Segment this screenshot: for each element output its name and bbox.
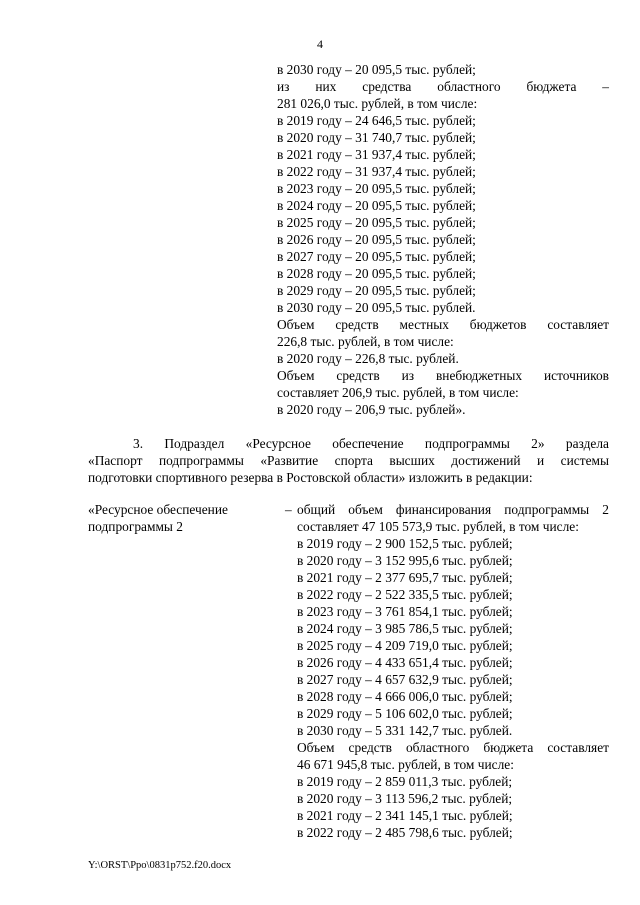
text-line: составляет 206,9 тыс. рублей, в том числе: — [277, 385, 519, 400]
text-line: в 2020 году – 31 740,7 тыс. рублей; — [277, 130, 476, 145]
text-line: в 2024 году – 3 985 786,5 тыс. рублей; — [297, 621, 513, 636]
text-line: в 2019 году – 24 646,5 тыс. рублей; — [277, 113, 476, 128]
text-line: в 2025 году – 4 209 719,0 тыс. рублей; — [297, 638, 513, 653]
text-line: в 2021 году – 2 377 695,7 тыс. рублей; — [297, 570, 513, 585]
text-line: 281 026,0 тыс. рублей, в том числе: — [277, 96, 478, 111]
text-line: в 2029 году – 20 095,5 тыс. рублей; — [277, 283, 476, 298]
text-line: в 2022 году – 31 937,4 тыс. рублей; — [277, 164, 476, 179]
text-line: в 2019 году – 2 900 152,5 тыс. рублей; — [297, 536, 513, 551]
text-line: в 2023 году – 20 095,5 тыс. рублей; — [277, 181, 476, 196]
text-line: в 2019 году – 2 859 011,3 тыс. рублей; — [297, 774, 513, 789]
text-line: в 2028 году – 4 666 006,0 тыс. рублей; — [297, 689, 513, 704]
text-line: в 2022 году – 2 485 798,6 тыс. рублей; — [297, 825, 513, 840]
text-line: в 2020 году – 226,8 тыс. рублей. — [277, 351, 459, 366]
text-line: в 2021 году – 31 937,4 тыс. рублей; — [277, 147, 476, 162]
text-line: Объем средств областного бюджета составляет — [297, 740, 609, 755]
table-label-line: «Ресурсное обеспечение — [88, 502, 228, 517]
text-line: в 2030 году – 20 095,5 тыс. рублей. — [277, 300, 476, 315]
text-line: в 2025 году – 20 095,5 тыс. рублей; — [277, 215, 476, 230]
text-line: в 2030 году – 20 095,5 тыс. рублей; — [277, 62, 476, 77]
text-line: общий объем финансирования подпрограммы 2 — [297, 502, 609, 517]
page-number: 4 — [317, 37, 323, 51]
text-line: в 2024 году – 20 095,5 тыс. рублей; — [277, 198, 476, 213]
paragraph-line: 3. Подраздел «Ресурсное обеспечение подпрограммы 2» раздела — [133, 436, 609, 451]
text-line: в 2020 году – 3 113 596,2 тыс. рублей; — [297, 791, 513, 806]
text-line: в 2022 году – 2 522 335,5 тыс. рублей; — [297, 587, 513, 602]
text-line: в 2030 году – 5 331 142,7 тыс. рублей. — [297, 723, 513, 738]
text-line: в 2026 году – 4 433 651,4 тыс. рублей; — [297, 655, 513, 670]
paragraph-line: подготовки спортивного резерва в Ростовской области» изложить в редакции: — [88, 470, 533, 485]
table-label-line: подпрограммы 2 — [88, 519, 183, 534]
text-line: из них средства областного бюджета – — [277, 79, 609, 94]
text-line: в 2020 году – 206,9 тыс. рублей». — [277, 402, 466, 417]
text-line: 226,8 тыс. рублей, в том числе: — [277, 334, 454, 349]
text-line: в 2027 году – 4 657 632,9 тыс. рублей; — [297, 672, 513, 687]
text-line: Объем средств из внебюджетных источников — [277, 368, 609, 383]
text-line: в 2020 году – 3 152 995,6 тыс. рублей; — [297, 553, 513, 568]
text-line: в 2029 году – 5 106 602,0 тыс. рублей; — [297, 706, 513, 721]
text-line: в 2021 году – 2 341 145,1 тыс. рублей; — [297, 808, 513, 823]
paragraph-line: «Паспорт подпрограммы «Развитие спорта высших достижений и системы — [88, 453, 609, 468]
text-line: в 2028 году – 20 095,5 тыс. рублей; — [277, 266, 476, 281]
text-line: составляет 47 105 573,9 тыс. рублей, в том числе: — [297, 519, 579, 534]
table-dash: – — [285, 502, 292, 517]
text-line: 46 671 945,8 тыс. рублей, в том числе: — [297, 757, 514, 772]
file-path-footer: Y:\ORST\Ppo\0831p752.f20.docx — [88, 860, 232, 871]
text-line: в 2023 году – 3 761 854,1 тыс. рублей; — [297, 604, 513, 619]
text-line: в 2027 году – 20 095,5 тыс. рублей; — [277, 249, 476, 264]
text-line: в 2026 году – 20 095,5 тыс. рублей; — [277, 232, 476, 247]
text-line: Объем средств местных бюджетов составляет — [277, 317, 609, 332]
